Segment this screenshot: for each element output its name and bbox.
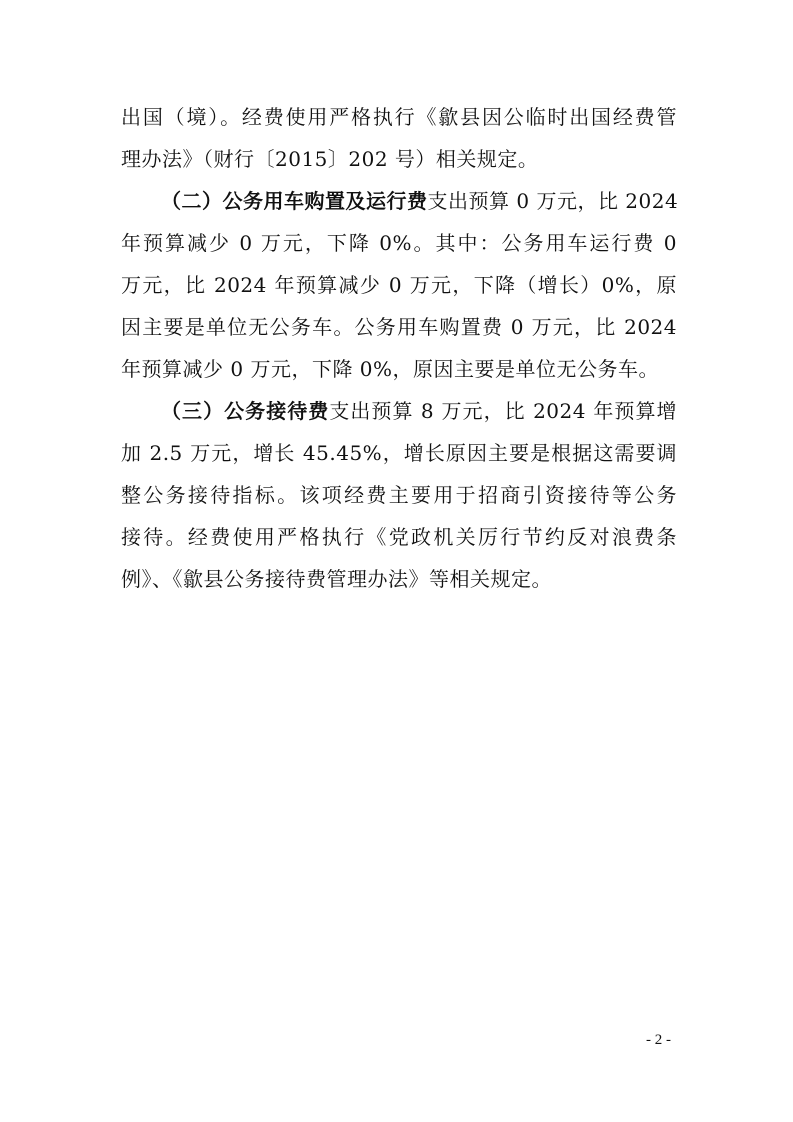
text-line: 出国（境）。经费使用严格执行《歙县因公临时出国经费管	[121, 105, 677, 129]
text-line: 整公务接待指标。该项经费主要用于招商引资接待等公务	[121, 483, 677, 507]
text-line	[121, 390, 677, 432]
text-run: 支出预算 0 万元，比 2024	[427, 189, 679, 213]
page-number: - 2 -	[646, 1032, 671, 1048]
section-heading-vehicle: （二）公务用车购置及运行费	[161, 189, 428, 213]
document-body	[121, 96, 677, 600]
text-line: 年预算减少 0 万元，下降 0%，原因主要是单位无公务车。	[121, 357, 660, 381]
paragraph-reception-cost	[121, 390, 677, 600]
text-line: 年预算减少 0 万元，下降 0%。其中：公务用车运行费 0	[121, 231, 677, 255]
text-line: 接待。经费使用严格执行《党政机关厉行节约反对浪费条	[121, 525, 677, 549]
section-heading-reception: （三）公务接待费	[161, 399, 330, 423]
paragraph-vehicle-cost	[121, 180, 677, 390]
paragraph-overseas-travel	[121, 96, 677, 180]
text-line: 例》、《歙县公务接待费管理办法》等相关规定。	[121, 567, 552, 591]
text-line: 加 2.5 万元，增长 45.45%，增长原因主要是根据这需要调	[121, 441, 677, 465]
text-line	[121, 180, 677, 222]
text-line: 万元，比 2024 年预算减少 0 万元，下降（增长）0%，原	[121, 273, 677, 297]
text-run: 支出预算 8 万元，比 2024 年预算增	[329, 399, 677, 423]
text-line: 因主要是单位无公务车。公务用车购置费 0 万元，比 2024	[121, 315, 677, 339]
text-line: 理办法》（财行〔2015〕202 号）相关规定。	[121, 147, 539, 171]
